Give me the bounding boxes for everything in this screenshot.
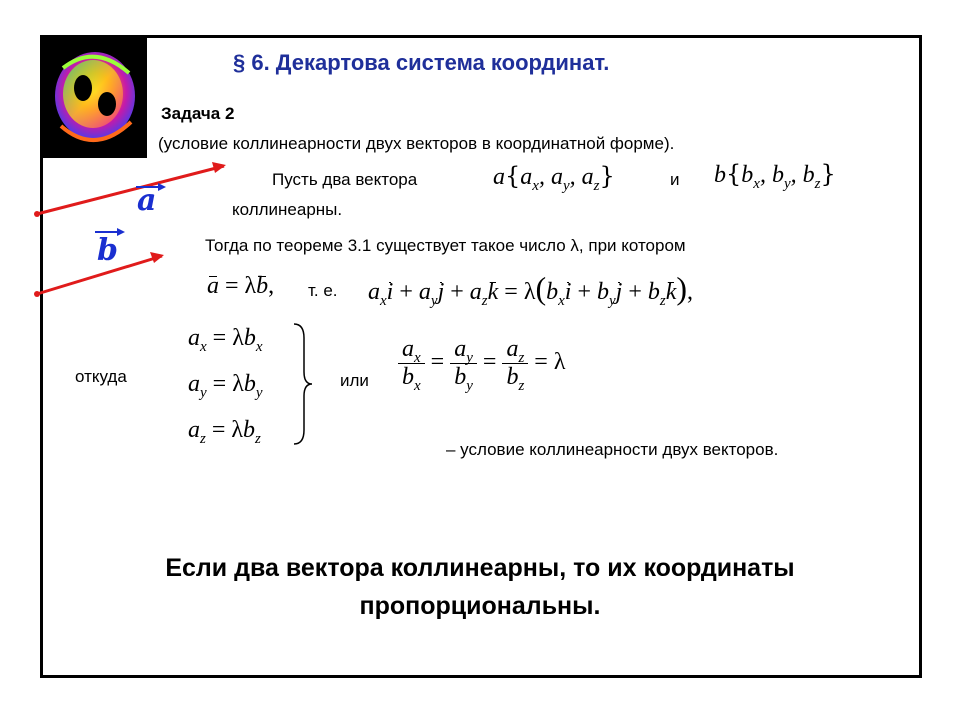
lambda-equation: a = λb,	[207, 273, 275, 299]
page-title: § 6. Декартова система координат.	[233, 50, 610, 75]
vector-b-coords: $b\{b_x$, $b_y$, $b_z$}	[714, 160, 836, 192]
equation-x: $a_x = \lambda b_x$	[188, 325, 263, 355]
proportion-equation: $\frac{a_x}{b_x}$ = $\frac{a_y}{b_y}$ = $\frac{a_z}{b_z}$ = λ	[398, 336, 565, 391]
equation-z: $a_z = \lambda b_z$	[188, 417, 261, 447]
or-text: или	[340, 371, 369, 390]
vector-a-arrow	[37, 166, 224, 214]
task-subtitle: (условие коллинеарности двух векторов в координатной форме).	[158, 134, 675, 153]
and-text: и	[670, 170, 680, 189]
task-heading: Задача 2	[161, 104, 235, 123]
vector-a-coords: $a\{a_x$, $a_y$, $a_z$}	[493, 162, 615, 194]
vector-b-label: b	[97, 233, 118, 268]
equation-y: $a_y = \lambda b_y$	[188, 371, 263, 401]
collinear-text: коллинеарны.	[232, 200, 343, 219]
vectors-illustration	[0, 0, 260, 320]
conclusion-line-1: Если два вектора коллинеарны, то их координаты	[165, 554, 795, 582]
vector-a-label: a	[137, 183, 157, 218]
ie-text: т. е.	[308, 281, 338, 300]
whence-text: откуда	[75, 367, 127, 386]
system-brace	[290, 322, 314, 446]
vector-b-start-point	[34, 291, 40, 297]
vector-a-start-point	[34, 211, 40, 217]
conclusion-line-2: пропорциональны.	[359, 592, 601, 620]
coordinate-equation: $a_xi + a_yj + a_zk = \lambda(b_xi + b_yj + b_zk)$,	[368, 270, 694, 309]
condition-text: – условие коллинеарности двух векторов.	[446, 440, 779, 459]
let-text: Пусть два вектора	[272, 170, 418, 189]
theorem-text: Тогда по теореме 3.1 существует такое число λ, при котором	[205, 236, 686, 255]
